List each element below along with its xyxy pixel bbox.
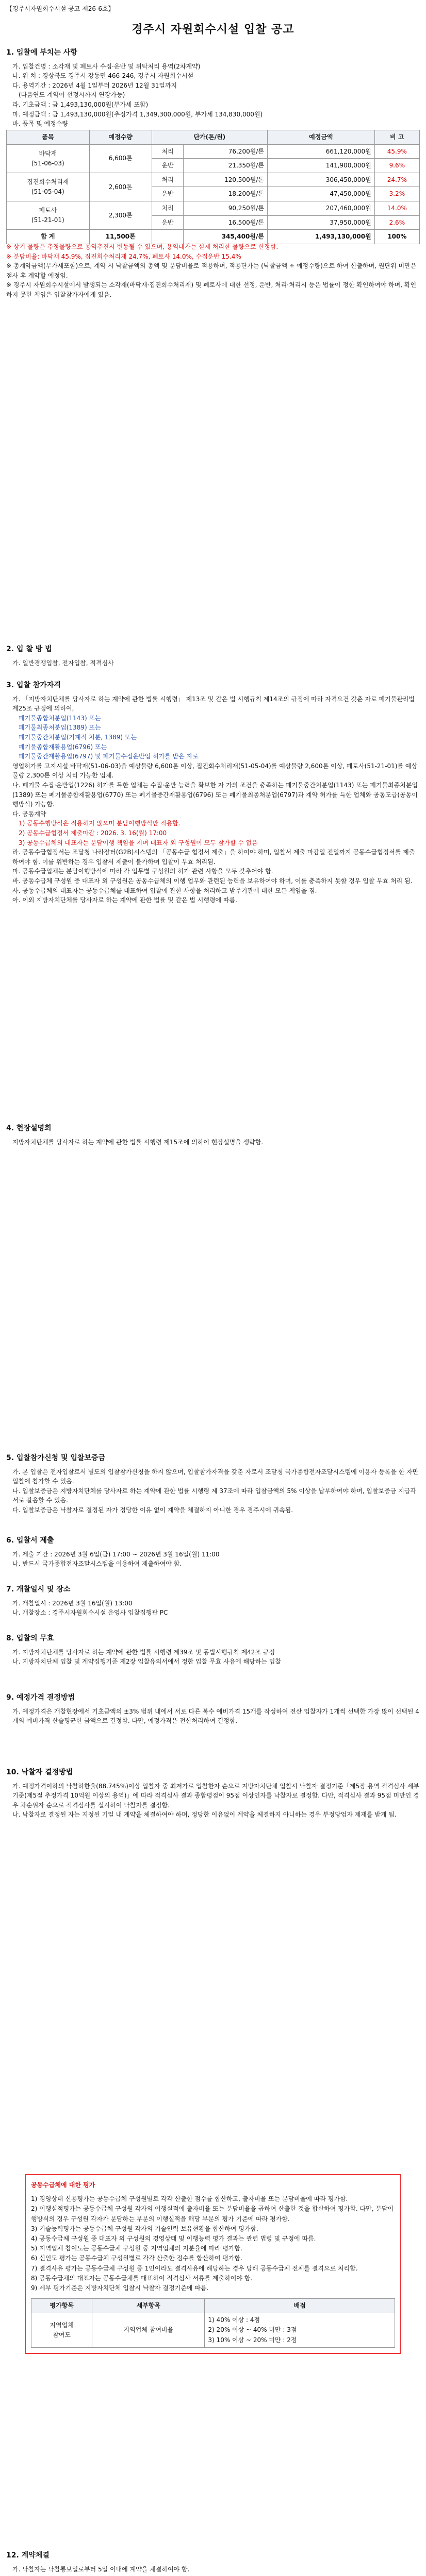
sec8-item: 나. 지방자치단체 입찰 및 계약집행기준 제2장 입찰유의서에서 정한 입찰 무효 사유에 해당하는 입찰	[12, 1658, 281, 1666]
total-qty: 11,500톤	[89, 230, 152, 244]
cell-item: 바닥재 (51-06-03)	[7, 144, 90, 173]
section-9	[6, 1692, 420, 1726]
box-para: 2) 이행실적평가는 공동수급체 구성원 각자의 이행실적에 출자비율 또는 분담비율을 곱하여 산출한 것을 합산하여 평가함. 다만, 분담이행방식의 경우 구성원 각자가 분담하는 부분의 이행실적을 해당 부분의 평가 기준에 따라 평가함.	[31, 2205, 394, 2223]
sec10-text: 가. 예정가격이하의 낙찰하한율(88.745%)이상 입찰자 중 최저가로 입찰한자 순으로 지방자치단체 입찰시 낙찰자 결정기준「제5장 용역 적격심사 세부기준(제5절 추정가격 10억원 이상의 용역)」에 따라 적격심사 결과 종합평점이 95점 이상인자를 낙찰자로 결정함. 다만, 적격심사 결과 95점 미만인 경우 차순위자 순으로 적격심사를 실시하여 낙찰자를 결정함.	[12, 1782, 419, 1809]
sec1-item: (다음연도 계약이 선정시까지 연장가능)	[19, 91, 125, 99]
section-1	[6, 47, 420, 129]
section-9-heading: 9. 예정가격 결정방법	[6, 1693, 75, 1702]
sub-cell: 1) 40% 이상 : 4점 2) 20% 이상 ~ 40% 미만 : 3점 3) 10% 이상 ~ 20% 미만 : 2점	[205, 2313, 395, 2348]
cell-type: 처리	[152, 173, 184, 187]
table-row	[31, 2313, 395, 2348]
sec3-rule: 1) 공동수행방식은 적용하지 않으며 분담이행방식만 적용함.	[19, 820, 181, 827]
section-8	[6, 1633, 420, 1667]
cell-type: 처리	[152, 201, 184, 215]
box-title: 공동수급체에 대한 평가	[31, 2181, 95, 2189]
box-para: 6) 신인도 평가는 공동수급체 구성원별로 각각 산출한 점수를 합산하여 평가함.	[31, 2255, 242, 2262]
cell-qty: 2,300톤	[89, 201, 152, 229]
estimate-table	[6, 130, 420, 244]
section-4	[6, 1123, 420, 1147]
section-5	[6, 1453, 420, 1515]
note: ※ 총계약금액(부가세포함)으로, 계약 시 낙찰금액의 총액 및 분담비율로 적용하며, 적용단가는 (낙찰금액 ÷ 예정수량)으로 하여 산출하며, 원단위 미만은 절사 후 계약할 예정임.	[6, 262, 417, 279]
cell-type: 운반	[152, 187, 184, 201]
total-label: 합 계	[7, 230, 90, 244]
sec3-para: 바. 공동수급체 구성원 중 대표자 외 구성원은 공동수급체의 이행 업무와 관련된 능력을 보유하여야 하며, 이를 충족하지 못할 경우 입찰 무효 처리 됨.	[12, 877, 413, 885]
th-note: 비 고	[374, 130, 419, 145]
section-7-heading: 7. 개찰일시 및 장소	[6, 1585, 71, 1594]
sub-cell: 지역업체 참여도	[31, 2313, 92, 2348]
box-para: 4) 공동수급체 구성원 중 대표자 외 구성원의 경영상태 및 이행능력 평가 결과는 관련 법령 및 규정에 따름.	[31, 2234, 316, 2242]
section-3	[6, 680, 420, 905]
total-ratio: 100%	[374, 230, 419, 244]
cell-price: 120,500원/톤	[184, 173, 268, 187]
table-row	[7, 201, 420, 215]
sec3-para: 가. 「지방자치단체를 당사자로 하는 계약에 관한 법률 시행령」 제13조 및 같은 법 시행규칙 제14조의 규정에 따라 자격요건 갖춘 자로 폐기물관리법 제25조 규정에 의하여,	[12, 695, 415, 713]
sec1-item: 가. 입찰건명 : 소각재 및 폐토사 수집·운반 및 위탁처리 용역(2차계약)	[12, 62, 201, 70]
sec3-license: 폐기물중간재활용업(6797) 및 폐기물수집운반업 허가를 받은 자로	[19, 753, 199, 760]
sec5-item: 다. 입찰보증금은 낙찰자로 결정된 자가 정당한 이유 없이 계약을 체결하지 아니한 경우 경주시에 귀속됨.	[12, 1506, 293, 1514]
section-6-heading: 6. 입찰서 제출	[6, 1536, 54, 1545]
sec3-para: 사. 공동수급체의 대표자는 공동수급체를 대표하여 입찰에 관한 사항을 처리하고 발주기관에 대한 모든 책임을 짐.	[12, 887, 317, 894]
table-row	[7, 144, 420, 159]
sub-th: 세부항목	[92, 2299, 205, 2313]
notice-number: 【경주시자원회수시설 공고 제26-6호】	[6, 5, 114, 12]
cell-price: 18,200원/톤	[184, 187, 268, 201]
section-2	[6, 644, 420, 668]
sec3-license: 폐기물종합처분업(1143) 또는	[19, 714, 101, 722]
cell-item: 집진회수처리재 (51-05-04)	[7, 173, 90, 201]
sec6-item: 나. 반드시 국가종합전자조달시스템을 이용하여 제출하여야 함.	[12, 1560, 182, 1568]
cell-amount: 37,950,000원	[267, 215, 374, 230]
sec1-item: 마. 예정금액 : 금 1,493,130,000원(추정가격 1,349,300,000원, 부가세 134,830,000원)	[12, 110, 263, 118]
joint-evaluation-box	[25, 2174, 401, 2354]
section-10	[6, 1767, 420, 1820]
cell-price: 16,500원/톤	[184, 215, 268, 230]
section-12-heading: 12. 계약체결	[6, 2551, 50, 2560]
note: ※ 분담비율: 바닥재 45.9%, 집진회수처리재 24.7%, 폐토사 14.0%, 수집운반 15.4%	[6, 252, 241, 260]
sec7-item: 가. 개찰일시 : 2026년 3월 16일(월) 13:00	[12, 1599, 133, 1607]
section-6	[6, 1535, 420, 1569]
sec1-item: 나. 위 치 : 경상북도 경주시 강동면 466-246, 경주시 자원회수시설	[12, 72, 194, 80]
sub-th: 평가항목	[31, 2299, 92, 2313]
cell-price: 76,200원/톤	[184, 144, 268, 159]
estimate-table-wrap	[6, 130, 420, 244]
cell-amount: 141,900,000원	[267, 159, 374, 173]
th-unit-price: 단가(톤/원)	[152, 130, 267, 145]
sec1-item: 바. 품목 및 예정수량	[12, 120, 68, 128]
sec3-para: 마. 공동수급업체는 분담이행방식에 따라 각 업무별 구성원의 허가 관련 사항을 모두 갖추어야 함.	[12, 868, 273, 875]
cell-ratio: 45.9%	[374, 144, 419, 159]
cell-ratio: 3.2%	[374, 187, 419, 201]
cell-amount: 47,450,000원	[267, 187, 374, 201]
th-amount: 예정금액	[267, 130, 374, 145]
sec3-para: 다. 공동계약	[12, 810, 46, 818]
sec3-rule: 2) 공동수급협정서 제출마감 : 2026. 3. 16(월) 17:00	[19, 829, 167, 837]
sub-th: 배점	[205, 2299, 395, 2313]
section-3-heading: 3. 입찰 참가자격	[6, 681, 61, 689]
cell-type: 운반	[152, 159, 184, 173]
box-para: 1) 경영상태 신용평가는 공동수급체 구성원별로 각각 산출한 점수를 합산하고, 출자비율 또는 분담비율에 따라 평가함.	[31, 2195, 348, 2203]
section-12	[6, 2550, 420, 2574]
th-quantity: 예정수량	[89, 130, 152, 145]
box-para: 5) 지역업체 참여도는 공동수급체 구성원 중 지역업체의 지분율에 따라 평가함.	[31, 2245, 242, 2252]
note: ※ 경주시 자원회수시설에서 발생되는 소각재(바닥재·집진회수처리재) 및 폐토사에 대한 선정, 운반, 처리·처리시 등은 법률이 정한 확인하여야 하며, 확인하지 못한 책임은 입찰참가자에게 있음.	[6, 281, 417, 298]
cell-ratio: 14.0%	[374, 201, 419, 215]
sec5-item: 가. 본 입찰은 전자입찰로서 별도의 입찰참가신청을 하지 않으며, 입찰참가자격을 갖춘 자로서 조달청 국가종합전자조달시스템에 이용자 등록을 한 자만 입찰에 참가할 수 있음.	[12, 1468, 419, 1485]
cell-qty: 2,600톤	[89, 173, 152, 201]
cell-amount: 306,450,000원	[267, 173, 374, 187]
page-title: 경주시 자원회수시설 입찰 공고	[132, 23, 294, 36]
evaluation-subtable	[31, 2298, 395, 2348]
cell-price: 21,350원/톤	[184, 159, 268, 173]
cell-type: 처리	[152, 144, 184, 159]
cell-amount: 661,120,000원	[267, 144, 374, 159]
sec3-para: 라. 공동수급협정서는 조달청 나라장터(G2B)시스템의 「공동수급 협정서 제출」을 하여야 하며, 입찰서 제출 마감일 전일까지 공동수급협정서를 제출하여야 함. 이를 위반하는 경우 입찰서 제출이 불가하며 입찰이 무효 처리됨.	[12, 849, 415, 866]
sec6-item: 가. 제출 기간 : 2026년 3월 6일(금) 17:00 ~ 2026년 3월 16일(월) 11:00	[12, 1550, 220, 1558]
sec8-item: 가. 지방자치단체를 당사자로 하는 계약에 관한 법률 시행령 제39조 및 동법시행규칙 제42조 규정	[12, 1648, 275, 1656]
sec4-text: 지방자치단체를 당사자로 하는 계약에 관한 법률 시행령 제15조에 의하여 현장설명을 생략함.	[12, 1138, 264, 1146]
sec10-text: 나. 낙찰자로 결정된 자는 지정된 기일 내 계약을 체결하여야 하며, 정당한 이유없이 계약을 체결하지 아니하는 경우 부정당업자 제재를 받게 됨.	[12, 1811, 397, 1819]
box-para: 9) 세부 평가기준은 지방자치단체 입찰시 낙찰자 결정기준에 따름.	[31, 2284, 209, 2292]
section-10-heading: 10. 낙찰자 결정방법	[6, 1768, 73, 1776]
cell-ratio: 9.6%	[374, 159, 419, 173]
cell-qty: 6,600톤	[89, 144, 152, 173]
sec3-para: 아. 이외 지방자치단체를 당사자로 하는 계약에 관한 법률 및 같은 법 시행령에 따름.	[12, 896, 237, 904]
box-para: 7) 결격사유 평가는 공동수급체 구성원 중 1인이라도 결격사유에 해당하는 경우 당해 공동수급체 전체를 결격으로 처리함.	[31, 2264, 358, 2272]
table-row	[7, 173, 420, 187]
sec3-rule: 3) 공동수급체의 대표자는 분담이행 책임을 지며 대표자 외 구성원이 모두 참가할 수 없음	[19, 839, 258, 846]
total-amount: 1,493,130,000원	[267, 230, 374, 244]
sec3-license: 폐기물최종처분업(1389) 또는	[19, 724, 101, 732]
sec12-text: 가. 낙찰자는 낙찰통보일로부터 5일 이내에 계약을 체결하여야 함.	[12, 2565, 190, 2573]
sec2-text: 가. 일반경쟁입찰, 전자입찰, 적격심사	[12, 659, 114, 667]
section-1-notes	[6, 242, 420, 300]
section-1-heading: 1. 입찰에 부치는 사항	[6, 48, 77, 57]
sec9-text: 가. 예정가격은 개찰현장에서 기초금액의 ±3% 범위 내에서 서로 다른 복수 예비가격 15개를 작성하여 전산 입찰자가 1개씩 선택한 가장 많이 선택된 4개의 예비가격 산술평균한 금액으로 결정함. 다만, 예정가격은 전산처리하여 결정함.	[12, 1707, 419, 1725]
sec7-item: 나. 개찰장소 : 경주시자원회수시설 운영사 입찰집행관 PC	[12, 1609, 168, 1617]
cell-ratio: 2.6%	[374, 215, 419, 230]
cell-amount: 207,460,000원	[267, 201, 374, 215]
cell-price: 90,250원/톤	[184, 201, 268, 215]
section-2-heading: 2. 입 찰 방 법	[6, 645, 52, 653]
total-price: 345,400원/톤	[184, 230, 268, 244]
sub-cell: 지역업체 참여비율	[92, 2313, 205, 2348]
sec3-license: 폐기물종합재활용업(6796) 또는	[19, 743, 107, 751]
sec3-para: 나. 폐기물 수집·운반업(1226) 허가를 득한 업체는 수집·운반 능력을 확보한 자 가의 조건을 충족하는 폐기물중간처분업(1143) 또는 폐기물최종처분업(1389) 또는 폐기물종합재활용업(6770) 또는 폐기물중간재활용업(6796) 또는 폐기물최종처분업(6797)과 계약 허가를 득한 업체와 공동도급(공동이행방식) 가능함.	[12, 782, 418, 808]
cell-ratio: 24.7%	[374, 173, 419, 187]
sec1-item: 라. 기초금액 : 금 1,493,130,000원(부가세 포함)	[12, 101, 149, 109]
section-8-heading: 8. 입찰의 무효	[6, 1634, 54, 1642]
sec3-license: 폐기물중간처분업(기계적 처분, 1389) 또는	[19, 734, 137, 741]
note: ※ 상기 물량은 추정물량으로 용역추진시 변동될 수 있으며, 용역대가는 실제 처리한 물량으로 산정함.	[6, 243, 278, 250]
cell-item: 폐토사 (51-21-01)	[7, 201, 90, 229]
cell-type: 운반	[152, 215, 184, 230]
section-4-heading: 4. 현장설명회	[6, 1124, 52, 1132]
section-7	[6, 1584, 420, 1618]
sec3-para: 영업허가를 고지시설 바닥재(51-06-03)을 예상물량 6,600톤 이상, 집진회수처리재(51-05-04)를 예상물량 2,600톤 이상, 폐토사(51-21-01)를 예상물량 2,300톤 이상 처리 가능한 업체.	[12, 762, 418, 779]
th-item: 품목	[7, 130, 90, 145]
section-5-heading: 5. 입찰참가신청 및 입찰보증금	[6, 1454, 105, 1462]
sec1-item: 다. 용역기간 : 2026년 4월 1일부터 2026년 12월 31일까지	[12, 81, 177, 89]
sec5-item: 나. 입찰보증금은 지방자치단체를 당사자로 하는 계약에 관한 법률 시행령 제 37조에 따라 입찰금액의 5% 이상을 납부하여야 하며, 입찰보증금 지급각서로 갈음할 수 있음.	[12, 1487, 416, 1504]
box-para: 3) 기술능력평가는 공동수급체 구성원 각자의 기술인력 보유현황을 합산하여 평가함.	[31, 2225, 258, 2232]
box-para: 8) 공동수급체의 대표자는 공동수급체를 대표하여 적격심사 서류를 제출하여야 함.	[31, 2274, 253, 2282]
